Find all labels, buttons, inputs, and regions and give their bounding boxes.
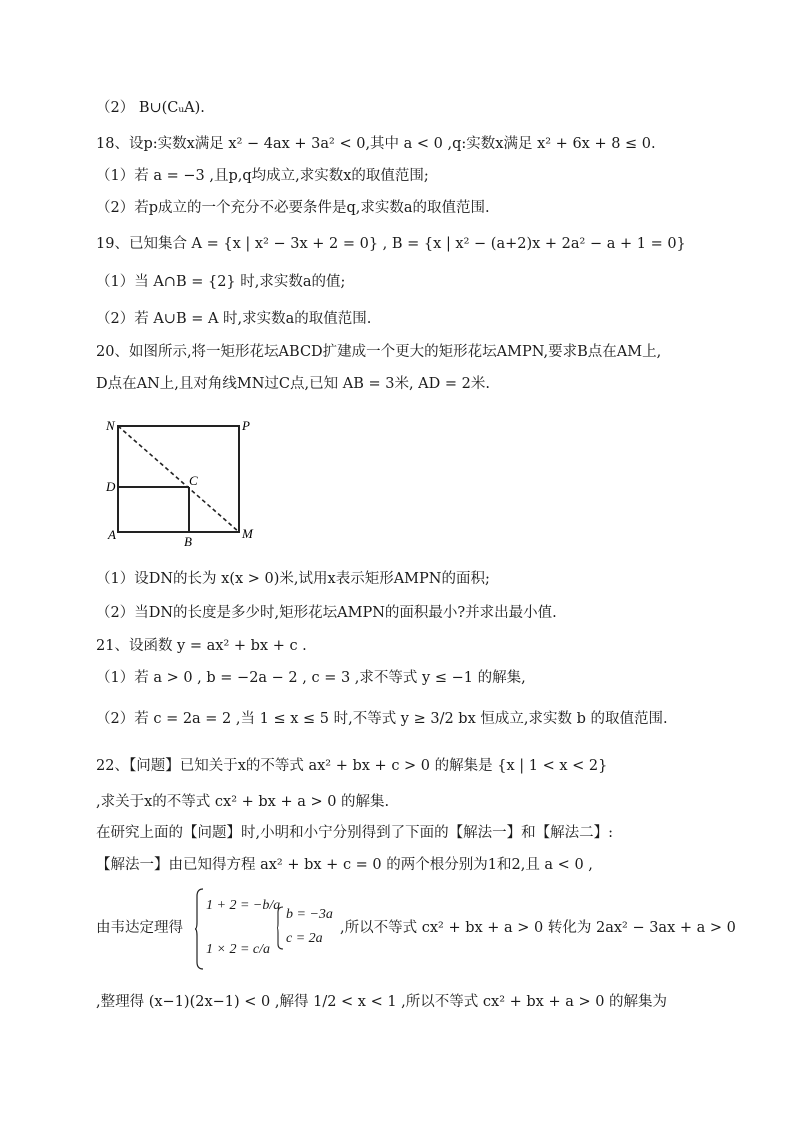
problem-19: 19、已知集合 A = {x | x² − 3x + 2 = 0} , B = {x | x² − (a+2)x + 2a² − a + 1 = 0} xyxy=(96,236,686,252)
diagonal-MN xyxy=(118,426,239,532)
problem-18: 18、设p:实数x满足 x² − 4ax + 3a² < 0,其中 a < 0 ,q:实数x满足 x² + 6x + 8 ≤ 0. xyxy=(96,136,656,152)
problem-18-part2: （2）若p成立的一个充分不必要条件是q,求实数a的取值范围. xyxy=(96,200,490,216)
problem-22: 22、【问题】已知关于x的不等式 ax² + bx + c > 0 的解集是 {x | 1 < x < 2} xyxy=(96,758,608,774)
label-C: C xyxy=(189,473,198,488)
problem-22-intro: 在研究上面的【问题】时,小明和小宁分别得到了下面的【解法一】和【解法二】: xyxy=(96,825,613,841)
brace-outer xyxy=(194,888,204,970)
solution-1-final: ,整理得 (x−1)(2x−1) < 0 ,解得 1/2 < x < 1 ,所以不等式 cx² + bx + a > 0 的解集为 xyxy=(96,994,668,1010)
problem-18-part1: （1）若 a = −3 ,且p,q均成立,求实数x的取值范围; xyxy=(96,168,429,184)
label-N: N xyxy=(106,418,115,433)
problem-19-part1: （1）当 A∩B = {2} 时,求实数a的值; xyxy=(96,274,346,290)
solution-1-transform: ,所以不等式 cx² + bx + a > 0 转化为 2ax² − 3ax + a > 0 xyxy=(340,920,736,936)
problem-19-part2: （2）若 A∪B = A 时,求实数a的取值范围. xyxy=(96,311,372,327)
problem-21-part1: （1）若 a > 0 , b = −2a − 2 , c = 3 ,求不等式 y ≤ −1 的解集, xyxy=(96,670,526,686)
problem-20-part1: （1）设DN的长为 x(x > 0)米,试用x表示矩形AMPN的面积; xyxy=(96,571,490,587)
vieta-eq1: 1 + 2 = −b/a xyxy=(206,898,281,913)
label-A: A xyxy=(108,527,116,542)
line-17-2: （2） B∪(CᵤA). xyxy=(96,100,205,116)
problem-22-cont: ,求关于x的不等式 cx² + bx + a > 0 的解集. xyxy=(96,794,390,810)
label-M: M xyxy=(242,526,253,541)
problem-20-cont: D点在AN上,且对角线MN过C点,已知 AB = 3米, AD = 2米. xyxy=(96,376,490,392)
solution-1-vieta-prefix: 由韦达定理得 xyxy=(96,920,183,936)
label-B: B xyxy=(184,534,192,549)
vieta-eq2: 1 × 2 = c/a xyxy=(206,942,270,957)
vieta-result1: b = −3a xyxy=(286,907,333,922)
problem-20: 20、如图所示,将一矩形花坛ABCD扩建成一个更大的矩形花坛AMPN,要求B点在AM上, xyxy=(96,344,662,360)
rectangle-diagram xyxy=(96,412,266,552)
vieta-result2: c = 2a xyxy=(286,931,323,946)
problem-20-part2: （2）当DN的长度是多少时,矩形花坛AMPN的面积最小?并求出最小值. xyxy=(96,605,557,621)
label-P: P xyxy=(242,418,250,433)
problem-21-part2: （2）若 c = 2a = 2 ,当 1 ≤ x ≤ 5 时,不等式 y ≥ 3/2 bx 恒成立,求实数 b 的取值范围. xyxy=(96,711,668,727)
brace-inner xyxy=(276,906,284,950)
solution-1-line1: 【解法一】由已知得方程 ax² + bx + c = 0 的两个根分别为1和2,且 a < 0 , xyxy=(96,857,593,873)
problem-21: 21、设函数 y = ax² + bx + c . xyxy=(96,638,307,654)
label-D: D xyxy=(106,479,116,494)
